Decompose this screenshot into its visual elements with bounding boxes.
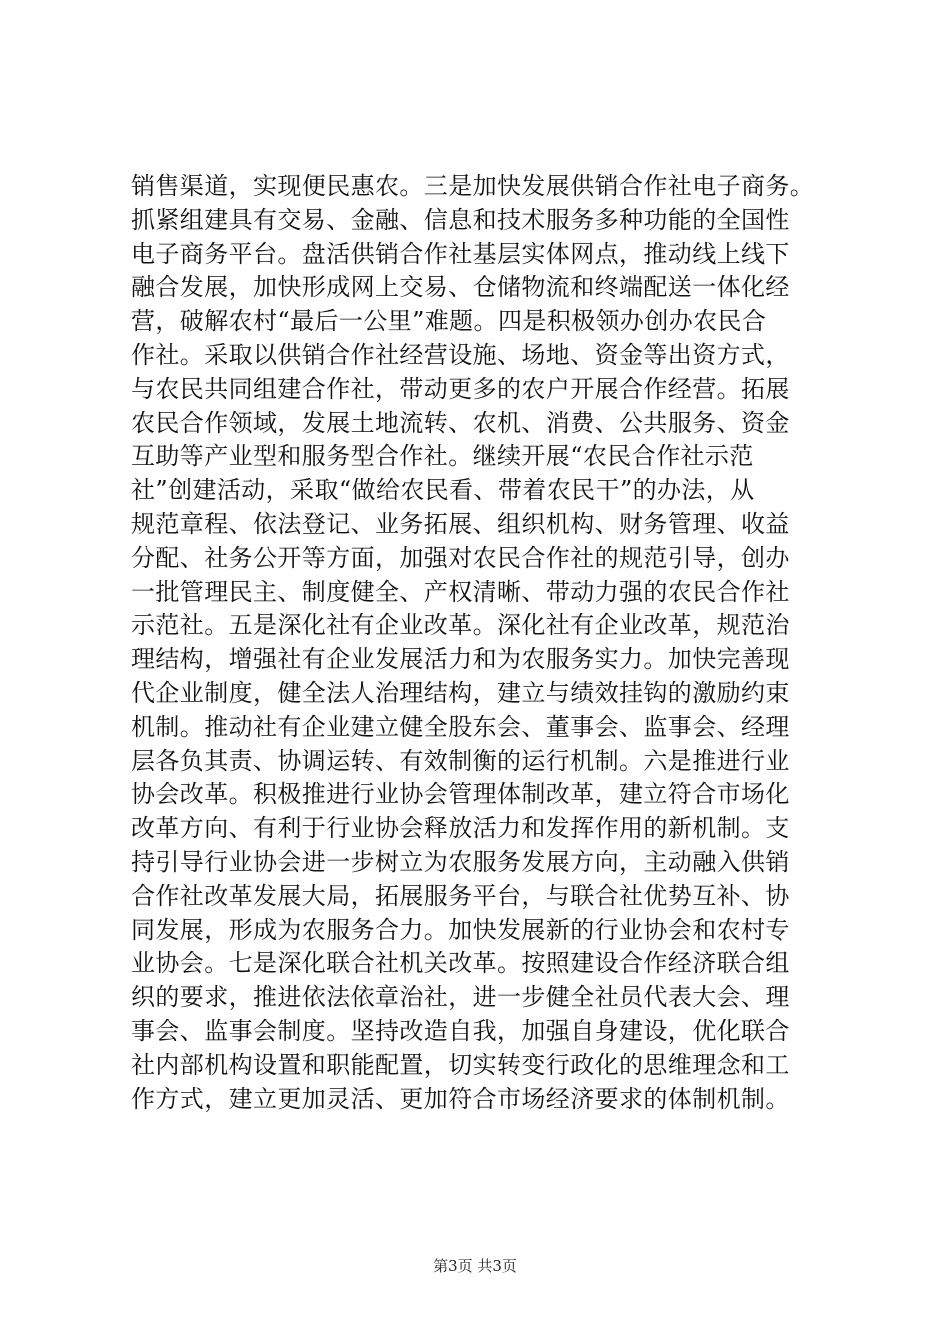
text-line: 机制。推动社有企业建立健全股东会、董事会、监事会、经理 bbox=[131, 712, 790, 741]
page-number-footer: 第3页 共3页 bbox=[433, 1257, 517, 1275]
text-line: 与农民共同组建合作社，带动更多的农户开展合作经营。拓展 bbox=[131, 374, 790, 403]
text-line: 互助等产业型和服务型合作社。继续开展“农民合作社示范 bbox=[131, 442, 754, 471]
text-line: 合作社改革发展大局，拓展服务平台，与联合社优势互补、协 bbox=[131, 881, 790, 910]
text-line: 示范社。五是深化社有企业改革。深化社有企业改革，规范治 bbox=[131, 611, 790, 640]
text-line: 社”创建活动，采取“做给农民看、带着农民干”的办法，从 bbox=[131, 476, 755, 505]
text-line: 一批管理民主、制度健全、产权清晰、带动力强的农民合作社 bbox=[131, 577, 790, 606]
text-line: 营，破解农村“最后一公里”难题。四是积极领办创办农民合 bbox=[131, 307, 767, 336]
text-line: 销售渠道，实现便民惠农。三是加快发展供销合作社电子商务。 bbox=[131, 172, 815, 200]
text-line: 业协会。七是深化联合社机关改革。按照建设合作经济联合组 bbox=[131, 949, 790, 978]
text-line: 规范章程、依法登记、业务拓展、组织机构、财务管理、收益 bbox=[131, 509, 790, 538]
text-line: 社内部机构设置和职能配置，切实转变行政化的思维理念和工 bbox=[131, 1050, 790, 1079]
text-line: 抓紧组建具有交易、金融、信息和技术服务多种功能的全国性 bbox=[131, 205, 790, 234]
text-line: 融合发展，加快形成网上交易、仓储物流和终端配送一体化经 bbox=[131, 273, 790, 302]
text-line: 作方式，建立更加灵活、更加符合市场经济要求的体制机制。 bbox=[131, 1084, 790, 1113]
text-line: 织的要求，推进依法依章治社，进一步健全社员代表大会、理 bbox=[131, 983, 790, 1012]
text-line: 事会、监事会制度。坚持改造自我，加强自身建设，优化联合 bbox=[131, 1016, 790, 1045]
text-line: 同发展，形成为农服务合力。加快发展新的行业协会和农村专 bbox=[131, 915, 790, 944]
text-line: 理结构，增强社有企业发展活力和为农服务实力。加快完善现 bbox=[131, 645, 790, 674]
body-paragraph bbox=[131, 170, 851, 1116]
text-line: 农民合作领域，发展土地流转、农机、消费、公共服务、资金 bbox=[131, 408, 790, 437]
text-line: 作社。采取以供销合作社经营设施、场地、资金等出资方式， bbox=[131, 340, 790, 369]
text-line: 持引导行业协会进一步树立为农服务发展方向，主动融入供销 bbox=[131, 847, 790, 876]
text-line: 协会改革。积极推进行业协会管理体制改革，建立符合市场化 bbox=[131, 780, 790, 809]
text-line: 改革方向、有利于行业协会释放活力和发挥作用的新机制。支 bbox=[131, 814, 790, 843]
text-line: 电子商务平台。盘活供销合作社基层实体网点，推动线上线下 bbox=[131, 239, 790, 268]
text-line: 分配、社务公开等方面，加强对农民合作社的规范引导，创办 bbox=[131, 543, 790, 572]
text-line: 代企业制度，健全法人治理结构，建立与绩效挂钩的激励约束 bbox=[131, 678, 790, 707]
text-line: 层各负其责、协调运转、有效制衡的运行机制。六是推进行业 bbox=[131, 746, 790, 775]
